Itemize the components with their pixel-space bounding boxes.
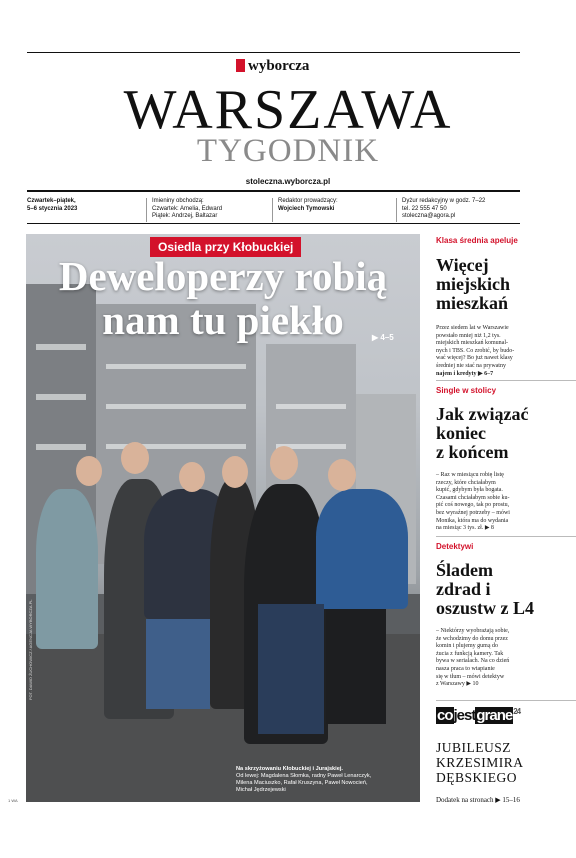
- jeans: [146, 619, 210, 709]
- promo-line: JUBILEUSZ: [436, 740, 511, 755]
- masthead-title: WARSZAWA: [123, 79, 453, 141]
- story-text: [436, 628, 576, 689]
- photo-caption: [236, 766, 420, 794]
- story-kicker: Detektywi: [436, 542, 474, 551]
- balcony: [276, 404, 346, 409]
- headline-line: koniec: [436, 423, 487, 443]
- text-line: wać więcej? Bo już nawet klasy: [436, 355, 513, 362]
- page-folio: 1 WA: [8, 798, 18, 803]
- headline-line: mieszkań: [436, 293, 508, 313]
- photo-credit: FOT. DAWID ŻUCHOWICZ / AGENCJA WYBORCZA.PL: [28, 599, 33, 700]
- story-headline: [436, 256, 576, 313]
- jubilee-promo[interactable]: [436, 740, 524, 785]
- caption-line: Milena Maciuszko, Rafał Kruszyna, Paweł Nowocień,: [236, 780, 368, 786]
- balcony: [106, 404, 246, 409]
- headline-line: Jak związać: [436, 404, 529, 424]
- nameday-block: [152, 198, 222, 221]
- supplement-pages[interactable]: Dodatek na stronach ▶ 15–16: [436, 796, 520, 804]
- jeans: [258, 604, 324, 734]
- text-line: że wchodzimy do domu przez: [436, 635, 508, 642]
- balcony: [106, 364, 246, 369]
- text-line: Czasami chciałabym sobie ku-: [436, 494, 510, 501]
- date-block: [27, 198, 77, 213]
- divider: [272, 198, 273, 222]
- promo-line: DĘBSKIEGO: [436, 770, 517, 785]
- text-line: komin i plujemy gumą do: [436, 643, 498, 650]
- editor-block: [278, 198, 338, 213]
- text-line: powstało mniej niż 1,2 tys.: [436, 332, 501, 339]
- brand-logo[interactable]: [236, 58, 309, 75]
- top-rule: [27, 52, 520, 53]
- text-line: Przez siedem lat w Warszawie: [436, 325, 509, 331]
- duty-line: tel. 22 555 47 50: [402, 205, 447, 212]
- text-line: najem i kredyty ▶ 6–7: [436, 370, 494, 377]
- story-text: [436, 472, 576, 533]
- brand-square-icon: [236, 59, 245, 72]
- logo-part: co: [437, 707, 453, 724]
- brand-name: wyborcza: [248, 58, 310, 74]
- headline-line: z końcem: [436, 442, 509, 462]
- editor-label: Redaktor prowadzący:: [278, 198, 338, 204]
- text-line: pić coś nowego, tak po prostu,: [436, 502, 510, 509]
- headline-line: oszustw z L4: [436, 598, 534, 618]
- person-head: [121, 442, 149, 474]
- person-head: [76, 456, 102, 486]
- text-line: Monika, która ma do wydania: [436, 517, 509, 524]
- cojestgrane-logo[interactable]: [436, 707, 520, 724]
- text-line: nasza praca to wtapianie: [436, 665, 495, 672]
- text-line: nych i TBS. Co zrobić, by budo-: [436, 347, 515, 354]
- person: [316, 489, 408, 609]
- caption-line: Michał Jędrzejewski: [236, 787, 286, 793]
- cover-page-ref[interactable]: ▶ 4–5: [372, 333, 394, 342]
- caption-line: Na skrzyżowaniu Kłobuckiej i Jurajskiej.: [236, 766, 343, 772]
- headline-line: nam tu piekło: [102, 297, 344, 343]
- text-line: się w tłum – mówi detektyw: [436, 673, 505, 680]
- person-head: [270, 446, 298, 480]
- duty-block: [402, 198, 485, 221]
- text-line: – Niektórzy wyobrażają sobie,: [436, 628, 510, 634]
- sidebar-story-1[interactable]: [436, 236, 576, 378]
- text-line: z Warszawy ▶ 10: [436, 681, 479, 688]
- duty-email[interactable]: stoleczna@agora.pl: [402, 213, 456, 219]
- logo-part: grane: [476, 707, 513, 724]
- logo-part: jest: [453, 707, 476, 724]
- headline-line: miejskich: [436, 274, 510, 294]
- site-url[interactable]: stoleczna.wyborcza.pl: [245, 177, 331, 186]
- person-head: [179, 462, 205, 492]
- divider: [436, 536, 576, 537]
- balcony: [36, 444, 86, 450]
- text-line: bywa w serialach. Na co dzień: [436, 658, 510, 665]
- person-head: [328, 459, 356, 491]
- balcony: [36, 394, 86, 400]
- duty-line: Dyżur redakcyjny w godz. 7–22: [402, 198, 486, 204]
- divider: [396, 198, 397, 222]
- nameday-line: Czwartek: Amelia, Edward: [152, 205, 223, 212]
- logo-part: 24: [513, 707, 521, 716]
- cover-headline[interactable]: [26, 254, 420, 342]
- headline-line: zdrad i: [436, 579, 491, 599]
- text-line: średniej nie stać na prywatny: [436, 362, 506, 369]
- trousers: [326, 609, 386, 724]
- story-kicker: Klasa średnia apeluje: [436, 236, 518, 245]
- story-headline: [436, 561, 576, 618]
- headline-line: Deweloperzy robią: [58, 253, 388, 299]
- story-kicker: Single w stolicy: [436, 386, 497, 395]
- caption-line: Od lewej: Magdalena Słomka, radny Paweł Lenarczyk,: [236, 773, 372, 779]
- text-line: kupić, gdybym była bogata.: [436, 487, 503, 494]
- text-line: miejskich mieszkań komunal-: [436, 340, 508, 347]
- masthead-subtitle: TYGODNIK: [196, 133, 380, 169]
- date-line: Czwartek–piątek,: [27, 198, 76, 204]
- headline-line: Więcej: [436, 255, 489, 275]
- person: [36, 489, 98, 649]
- text-line: żucia z funkcją kamery. Tak: [436, 650, 504, 657]
- divider: [146, 198, 147, 222]
- text-line: rzeczy, które chciałabym: [436, 479, 496, 486]
- nameday-line: Imieniny obchodzą:: [152, 198, 204, 204]
- nameday-line: Piątek: Andrzej, Baltazar: [152, 213, 218, 219]
- headline-line: Śladem: [436, 560, 494, 580]
- masthead-rule: [27, 190, 520, 192]
- date-line: 5–6 stycznia 2023: [27, 205, 78, 212]
- promo-line: KRZESIMIRA: [436, 755, 524, 770]
- text-line: – Raz w miesiącu robię listę: [436, 472, 504, 478]
- story-headline: [436, 405, 576, 462]
- person-head: [222, 456, 248, 488]
- sidebar-story-2[interactable]: [436, 386, 576, 533]
- text-line: na miesiąc 3 tys. zł. ▶ 8: [436, 525, 494, 532]
- story-text: [436, 325, 576, 378]
- divider: [436, 700, 576, 701]
- divider: [436, 380, 576, 381]
- editor-name: Wojciech Tymowski: [278, 205, 335, 212]
- info-rule: [27, 223, 520, 224]
- balcony: [36, 344, 86, 350]
- sidebar-story-3[interactable]: [436, 542, 576, 689]
- cover-label[interactable]: Osiedla przy Kłobuckiej: [150, 237, 301, 257]
- text-line: bez wyraźnej potrzeby – mówi: [436, 509, 510, 516]
